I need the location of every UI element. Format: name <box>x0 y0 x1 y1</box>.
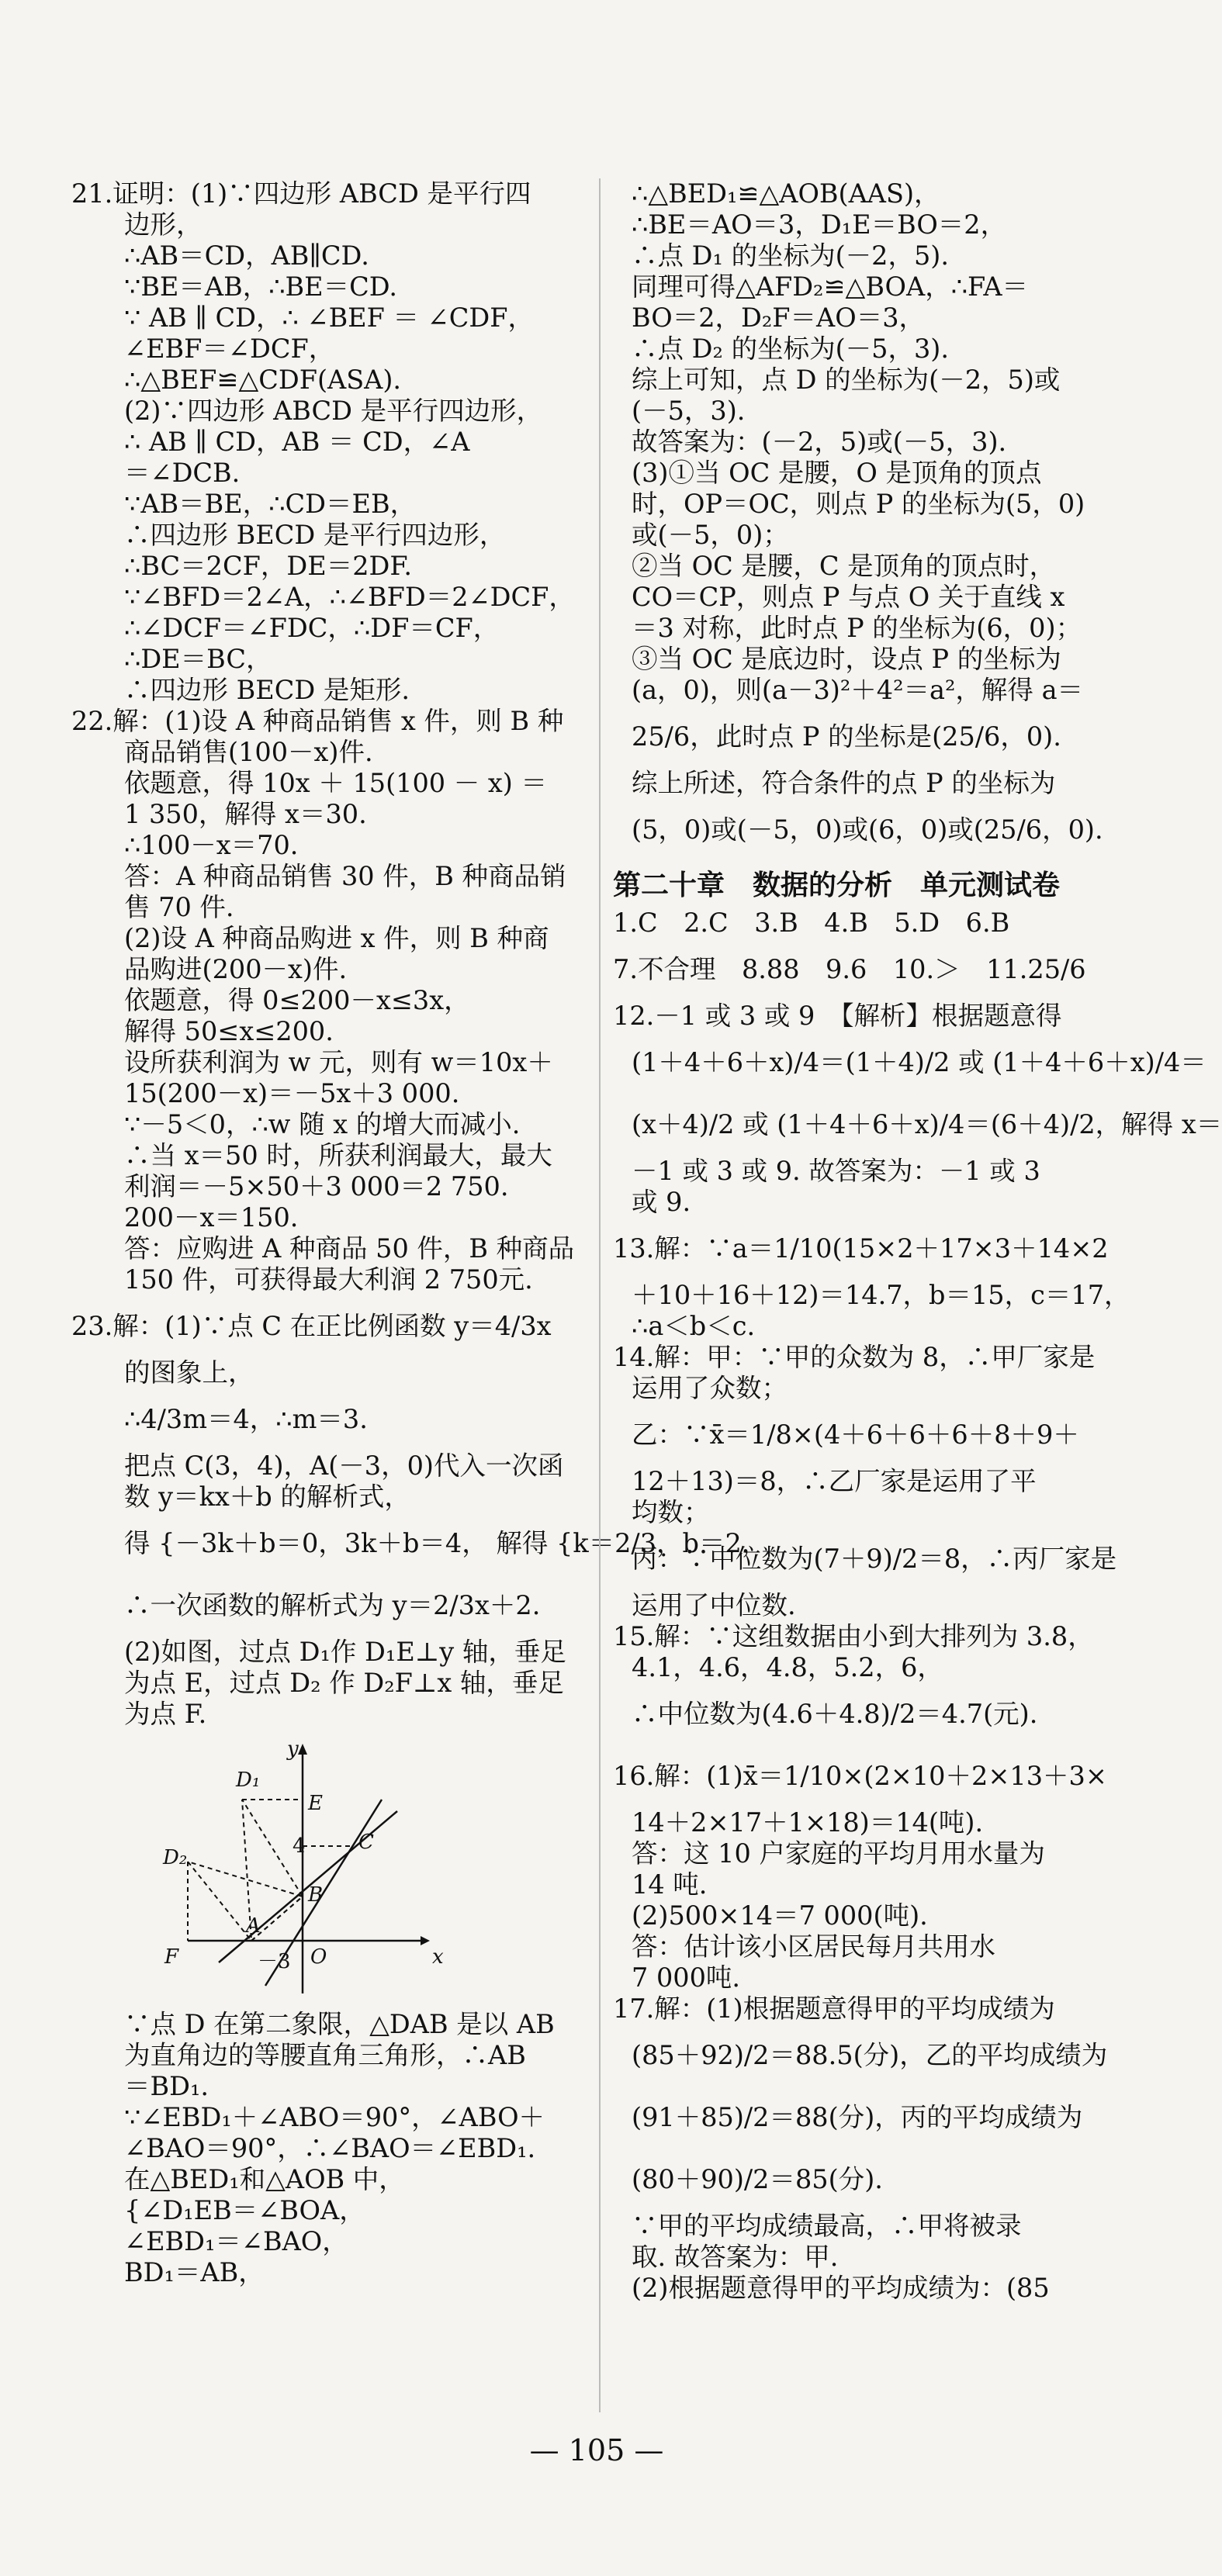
text-line: 依题意，得 10x ＋ 15(100 － x) ＝ <box>124 768 548 798</box>
text-line: (2)如图，过点 D₁作 D₁E⊥y 轴，垂足 <box>124 1637 566 1667</box>
text-line: ∴AB＝CD，AB∥CD. <box>124 240 369 271</box>
text-line: {∠D₁EB＝∠BOA， <box>124 2195 365 2225</box>
text-line: 15(200－x)＝－5x＋3 000. <box>124 1078 460 1108</box>
text-line: 7.不合理 8.88 9.6 10.＞ 11.25/6 <box>613 954 1086 984</box>
section-title: 第二十章 数据的分析 单元测试卷 <box>613 870 1061 901</box>
text-line: (x＋4)/2 或 (1＋4＋6＋x)/4＝(6＋4)/2，解得 x＝ <box>632 1109 1222 1139</box>
text-line: 15.解：∵这组数据由小到大排列为 3.8， <box>613 1621 1094 1651</box>
text-line: (－5，3). <box>632 396 746 426</box>
text-line: 售 70 件. <box>124 892 234 922</box>
y-axis-arrow <box>298 1744 307 1755</box>
column-divider <box>599 178 601 2412</box>
text-line: 数 y＝kx＋b 的解析式， <box>124 1482 410 1512</box>
text-line: 14.解：甲：∵甲的众数为 8，∴甲厂家是 <box>613 1342 1096 1372</box>
label-c: C <box>358 1831 374 1854</box>
text-line: ∴四边形 BECD 是平行四边形， <box>124 520 506 550</box>
text-line: ＋10＋16＋12)＝14.7，b＝15，c＝17， <box>632 1280 1130 1310</box>
text-line: 利润＝－5×50＋3 000＝2 750. <box>124 1171 509 1202</box>
text-line: 均数； <box>632 1497 710 1527</box>
text-line: (a，0)，则(a－3)²＋4²＝a²，解得 a＝ <box>632 675 1084 705</box>
figure-svg <box>188 1738 498 2001</box>
text-line: 25/6，此时点 P 的坐标是(25/6，0). <box>632 721 1061 752</box>
text-line: 依题意，得 0≤200－x≤3x， <box>124 985 470 1015</box>
text-line: 品购进(200－x)件. <box>124 954 348 984</box>
text-line: ∴点 D₂ 的坐标为(－5，3). <box>632 334 950 364</box>
text-line: CO＝CP，则点 P 与点 O 关于直线 x <box>632 582 1065 612</box>
text-line: ＝∠DCB. <box>124 458 241 488</box>
right-text-block <box>613 178 1148 861</box>
text-line: ∵∠EBD₁＋∠ABO＝90°，∠ABO＋ <box>124 2102 545 2132</box>
text-line: ∴中位数为(4.6＋4.8)/2＝4.7(元). <box>632 1699 1038 1729</box>
text-line: 乙：∵x̄＝1/8×(4＋6＋6＋6＋8＋9＋ <box>632 1419 1079 1450</box>
text-line: 取. 故答案为：甲. <box>632 2242 839 2272</box>
label-minus3: －3 <box>258 1950 291 1973</box>
text-line: 答：A 种商品销售 30 件，B 种商品销 <box>124 861 566 891</box>
text-line: (85＋92)/2＝88.5(分)，乙的平均成绩为 <box>632 2040 1108 2070</box>
text-line: 设所获利润为 w 元，则有 w＝10x＋ <box>124 1047 553 1077</box>
label-b: B <box>308 1883 324 1907</box>
x-axis-arrow <box>421 1936 430 1945</box>
text-line: 综上可知，点 D 的坐标为(－2，5)或 <box>632 365 1061 395</box>
text-line: ∵点 D 在第二象限，△DAB 是以 AB <box>124 2009 555 2039</box>
text-line: ∴BC＝2CF，DE＝2DF. <box>124 551 413 581</box>
text-line: (3)①当 OC 是腰，O 是顶角的顶点 <box>632 458 1042 488</box>
text-line: 边形， <box>124 209 203 240</box>
text-line: 的图象上， <box>124 1357 254 1388</box>
text-line: ∠EBF＝∠DCF， <box>124 334 335 364</box>
text-line: ∵∠BFD＝2∠A，∴∠BFD＝2∠DCF， <box>124 582 575 612</box>
text-line: 综上所述，符合条件的点 P 的坐标为 <box>632 768 1056 798</box>
text-line: 22.解：(1)设 A 种商品销售 x 件，则 B 种 <box>71 706 564 736</box>
text-line: 14 吨. <box>632 1869 708 1900</box>
text-line: ∴ AB ∥ CD，AB ＝ CD，∠A <box>124 427 470 457</box>
text-line: －1 或 3 或 9. 故答案为：－1 或 3 <box>632 1156 1040 1186</box>
text-line: 答：估计该小区居民每月共用水 <box>632 1931 995 1962</box>
text-line: ②当 OC 是腰，C 是顶角的顶点时， <box>632 551 1056 581</box>
text-line: ∵ AB ∥ CD，∴ ∠BEF ＝ ∠CDF， <box>124 303 534 333</box>
right-text-block-2 <box>613 908 1222 2304</box>
text-line: BO＝2，D₂F＝AO＝3， <box>632 303 926 333</box>
text-line: 同理可得△AFD₂≌△BOA，∴FA＝ <box>632 271 1029 302</box>
text-line: (2)设 A 种商品购进 x 件，则 B 种商 <box>124 923 549 953</box>
label-y: y <box>287 1738 299 1761</box>
text-line: 丙：∵中位数为(7＋9)/2＝8，∴丙厂家是 <box>632 1544 1117 1574</box>
text-line: 150 件，可获得最大利润 2 750元. <box>124 1264 533 1295</box>
text-line: ∠BAO＝90°，∴∠BAO＝∠EBD₁. <box>124 2133 536 2163</box>
text-line: (2)根据题意得甲的平均成绩为：(85 <box>632 2273 1050 2303</box>
text-line: ∠EBD₁＝∠BAO， <box>124 2226 348 2256</box>
text-line: ∵－5＜0，∴w 随 x 的增大而减小. <box>124 1109 521 1139</box>
text-line: (91＋85)/2＝88(分)，丙的平均成绩为 <box>632 2102 1083 2132</box>
text-line: 13.解：∵a＝1/10(15×2＋17×3＋14×2 <box>613 1233 1109 1264</box>
text-line: ∴点 D₁ 的坐标为(－2，5). <box>632 240 950 271</box>
text-line: ∴100－x＝70. <box>124 830 299 860</box>
label-e: E <box>308 1792 323 1815</box>
text-line: ∴a＜b＜c. <box>632 1311 756 1341</box>
text-line: (2)500×14＝7 000(吨). <box>632 1900 928 1931</box>
text-line: (5，0)或(－5，0)或(6，0)或(25/6，0). <box>632 814 1103 845</box>
text-line: ∵BE＝AB，∴BE＝CD. <box>124 271 398 302</box>
page-number: — 105 — <box>529 2433 664 2467</box>
label-o: O <box>310 1945 327 1969</box>
text-line: ∴△BED₁≌△AOB(AAS)， <box>632 178 940 209</box>
text-line: 运用了众数； <box>632 1373 788 1403</box>
text-line: 为点 E，过点 D₂ 作 D₂F⊥x 轴，垂足 <box>124 1668 564 1698</box>
text-line: 23.解：(1)∵点 C 在正比例函数 y＝4/3x <box>71 1311 552 1341</box>
text-line: ∴4/3m＝4，∴m＝3. <box>124 1404 368 1434</box>
text-line: ∴∠DCF＝∠FDC，∴DF＝CF， <box>124 613 500 643</box>
text-line: 在△BED₁和△AOB 中， <box>124 2164 405 2194</box>
label-a: A <box>246 1914 261 1938</box>
text-line: 或 9. <box>632 1187 691 1217</box>
label-4: 4 <box>293 1834 306 1858</box>
text-line: 运用了中位数. <box>632 1590 796 1620</box>
text-line: 16.解：(1)x̄＝1/10×(2×10＋2×13＋3× <box>613 1761 1107 1791</box>
text-line: BD₁＝AB， <box>124 2257 265 2287</box>
text-line: 4.1，4.6，4.8，5.2，6， <box>632 1652 943 1682</box>
text-line: 14＋2×17＋1×18)＝14(吨). <box>632 1807 984 1838</box>
text-line: 12＋13)＝8，∴乙厂家是运用了平 <box>632 1466 1037 1496</box>
text-line: 把点 C(3，4)，A(－3，0)代入一次函 <box>124 1451 564 1481</box>
text-line: 解得 50≤x≤200. <box>124 1016 334 1046</box>
text-line: ∴当 x＝50 时，所获利润最大，最大 <box>124 1140 552 1170</box>
text-line: (2)∵四边形 ABCD 是平行四边形， <box>124 396 543 426</box>
text-line: 故答案为：(－2，5)或(－5，3). <box>632 427 1007 457</box>
text-line: ∴△BEF≌△CDF(ASA). <box>124 365 402 395</box>
text-line: 为点 F. <box>124 1699 207 1729</box>
text-line: 得 {－3k＋b＝0，3k＋b＝4， 解得 {k＝2/3，b＝2， <box>124 1528 768 1558</box>
triangle-abd2 <box>188 1862 303 1941</box>
text-line: 答：这 10 户家庭的平均月用水量为 <box>632 1838 1045 1869</box>
text-line: 1.C 2.C 3.B 4.B 5.D 6.B <box>613 908 1010 938</box>
text-line: 商品销售(100－x)件. <box>124 737 373 767</box>
text-line: ＝BD₁. <box>124 2071 209 2101</box>
right-column <box>613 178 1222 2304</box>
text-line: ＝3 对称，此时点 P 的坐标为(6，0)； <box>632 613 1082 643</box>
text-line: ∴DE＝BC， <box>124 644 272 674</box>
text-line: ∵甲的平均成绩最高，∴甲将被录 <box>632 2211 1022 2241</box>
text-line: 21.证明：(1)∵四边形 ABCD 是平行四 <box>71 178 531 209</box>
label-f: F <box>164 1945 179 1969</box>
left-text-block-2 <box>71 2009 583 2288</box>
text-line: 17.解：(1)根据题意得甲的平均成绩为 <box>613 1993 1055 2024</box>
text-line: (80＋90)/2＝85(分). <box>632 2164 883 2194</box>
label-x: x <box>432 1945 444 1969</box>
text-line: (1＋4＋6＋x)/4＝(1＋4)/2 或 (1＋4＋6＋x)/4＝ <box>632 1047 1206 1077</box>
text-line: ∴一次函数的解析式为 y＝2/3x＋2. <box>124 1590 541 1620</box>
text-line: 或(－5，0)； <box>632 520 789 550</box>
text-line: ③当 OC 是底边时，设点 P 的坐标为 <box>632 644 1061 674</box>
text-line: 12.－1 或 3 或 9 【解析】根据题意得 <box>613 1001 1062 1031</box>
coordinate-figure <box>71 1738 583 2001</box>
text-line: ∵AB＝BE，∴CD＝EB， <box>124 489 417 519</box>
text-line: ∴四边形 BECD 是矩形. <box>124 675 410 705</box>
text-line: ∴BE＝AO＝3，D₁E＝BO＝2， <box>632 209 1007 240</box>
label-d1: D₁ <box>236 1769 261 1792</box>
text-line: 为直角边的等腰直角三角形，∴AB <box>124 2040 526 2070</box>
text-line: 1 350，解得 x＝30. <box>124 799 367 829</box>
text-line: 200－x＝150. <box>124 1202 299 1233</box>
label-d2: D₂ <box>163 1846 188 1869</box>
text-line: 7 000吨. <box>632 1962 741 1993</box>
text-line: 答：应购进 A 种商品 50 件，B 种商品 <box>124 1233 575 1264</box>
text-line: 时，OP＝OC，则点 P 的坐标为(5，0) <box>632 489 1085 519</box>
